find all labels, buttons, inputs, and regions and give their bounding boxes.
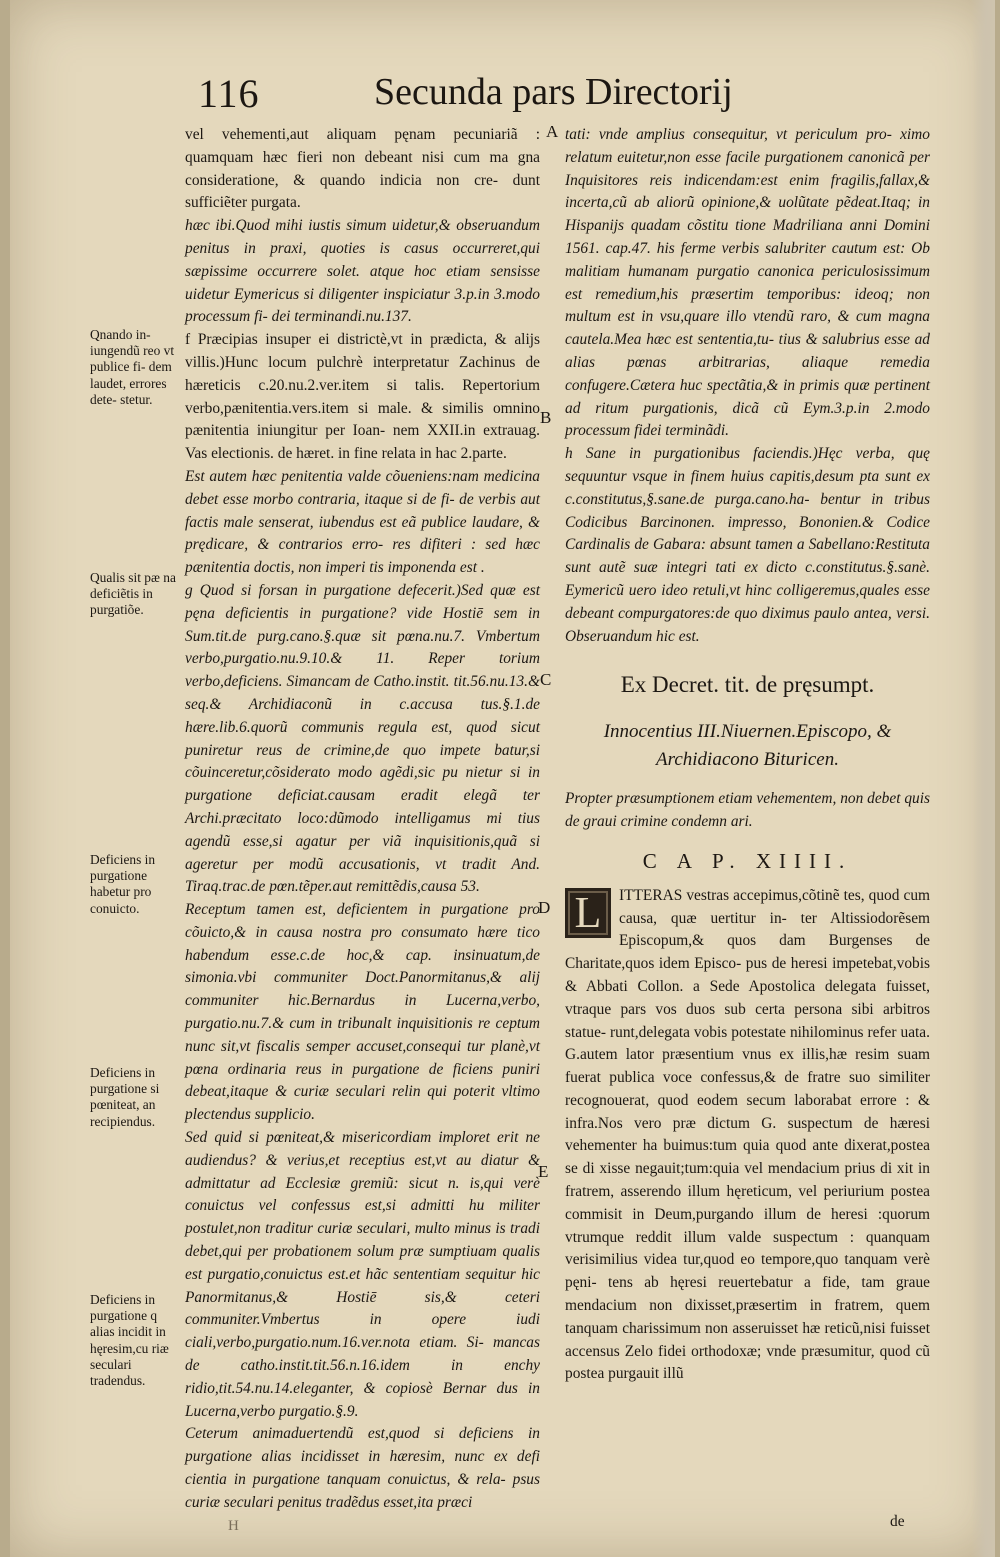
right-column (565, 124, 930, 1386)
margin-note: Deficiens in purgatione habetur pro conuicto. (90, 852, 156, 916)
left-column (185, 124, 540, 1515)
left-paragraph: Sed quid si pœniteat,& misericordiam imploret erit ne audiendus? & verius,et receptius est,vt au diatur & admittatur ad Ecclesiæ gremiũ: sicut n. is,qui verè conuictus vel confessus est,si admitti hu militer postulet,non traditur curiæ seculari, multo minus is tradi debet,qui per probationem solum præ sumptiuam qualis est purgatio,conuictus est.et hãc sententiam sequitur hic Panormitanus,& Hostiē sis,& ceteri communiter.Vmbertus in opere iudi ciali,verbo,purgatio.num.16.ver.nota etiam. Si- mancas de catho.instit.tit.56.n.16.idem in enchy ridio,tit.54.nu.14.eleganter, & copiosè Bernar dus in Lucerna,verbo purgatio.§.9. (185, 1129, 540, 1420)
signature-mark: H (228, 1518, 245, 1534)
left-paragraph: f Præcipias insuper ei districtè,vt in prædicta, & alijs villis.)Hunc locum pulchrè interpretatur Zachinus de hæreticis c.20.nu.2.ver.item si talis. Repertorium verbo,pænitentia.vers.item si male. & similis omnino pænitentia iniungitur per Ioan- nem XXII.in extrauag. Vas electionis. de hæret. in fine relata in hac 2.parte. (185, 331, 540, 463)
decretal-rubric: Ex Decret. tit. de pręsumpt. (620, 672, 875, 698)
section-marker: E (538, 1162, 549, 1181)
catchword: de (890, 1513, 905, 1530)
left-paragraph: hæc ibi.Quod mihi iustis simum uidetur,& obseruandum penitus in praxi, quoties is casus occurreret,qui sæpissime occurrere solet. atque hoc etiam sensisse uidetur Eymericus si diligenter inspiciatur 3.p.in 3.modo processum fi- dei terminandi.nu.137. (185, 217, 540, 326)
margin-note: Qnando in- iungendũ reo vt publice fi- dem laudet, errores dete- stetur. (90, 327, 175, 407)
margin-note: Deficiens in purgatione q alias incidit in hęresim,cu riæ seculari tradendus. (90, 1292, 169, 1389)
section-marker: B (540, 408, 552, 427)
left-paragraph: Receptum tamen est, deficientem in purgatione pro cõuicto,& in causa nostra pro consumato hære tico habendum esse.c.de hoc,& cap. insinuatum,de simonia.vbi communiter Doct.Panormitanus,& alij communiter hic.Bernardus in Lucerna,verbo, purgatio.nu.7.& cum in tribunalt inquisitionis re ceptum nunc sit,vt fiscalis semper accuset,consequi tur planè,vt pœna ordinaria reus in purgatione de ficiens puniri debeat,itaque & curiæ seculari relin qui poterit vltimo plectendus supplicio. (185, 901, 540, 1124)
section-marker: C (540, 670, 552, 689)
margin-note: Qualis sit pæ na deficiẽtis in purgatiõe. (90, 570, 176, 618)
page-edge-shadow (971, 0, 995, 1557)
right-paragraph: h Sane in purgationibus faciendis.)Hęc verba, quę sequuntur vsque in finem huius capitis,desum pta sunt ex c.constitutus,§.sane.de purga.cano.ha- bentur in tribus Codicibus Barcinonen. impresso, Bononien.& Codice Cardinalis de Gabara: absunt tamen a Sabellano:Restituta sunt autẽ suæ integri tati ex dicto c.constitutus.§.sanè. Eymericũ uero ideo retuli,vt hinc colligeremus,quales esse debeant compurgatores:de quo diximus paulo antea, versi. Obseruandum hic est. (565, 445, 930, 645)
left-paragraph: Ceterum animaduertendũ est,quod si deficiens in purgatione alias incidisset in hæresim, nunc ex defi cientia in purgatione tanquam conuictus, & rela- psus curiæ seculari penitus tradẽdus esset,ita præci (185, 1425, 540, 1511)
decretal-body: ITTERAS vestras accepimus,cõtinẽ tes, quod cum causa, quæ uertitur in- ter Altissiodorẽsem Episcopum,& quos dam Burgenses de Charitate,quos idem Episco- pus de heresi impetebat,vobis & Abbati Collon. a Sede Apostolica delegata fuisset, vtraque pars vos duos sub certa persona sibi arbitros statue- runt,delegata vobis potestate nihilominus refer uata. G.autem lator præsentium vnus ex illis,hæ resim suam fuerat publica voce confessus,& de fratre suo similiter recognouerat, quod eodem secum laborabat errore : & infra.Nos vero præ dictum G. suspectum de hæresi vehementer ha buimus:tum quia quod ante dixerat,postea se di xisse negauit;tum:quia vel mendacium prius di xit in fratrem, asserendo illum hęreticum, vel periurium postea commisit in Deum,purgando illum de heresi :quorum vtrumque reddit illum valde suspectum : quanquam verisimilius videa tur,quod eo tempore,quo tanquam verè pęni- tens ab hęresi reuertebatur a fide, tam graue mendacium non dixisset,præsertim in fratrem, quem tanquam charissimum non asseruisset hæ reticũ,nisi fuisset accensus Zelo fidei orthodoxæ; vnde præsumitur, quod cũ postea purgauit illũ (565, 886, 930, 1383)
left-paragraph: g Quod si forsan in purgatione defecerit.)Sed quæ est pęna deficientis in purgatione? vide Hostiē sem in Sum.tit.de purg.cano.§.quæ sit pœna.nu.7. Vmbertum verbo,purgatio.nu.9.10.& 11. Reper torium verbo,deficiens. Simancam de Catho.instit. tit.56.nu.13.& seq.& Archidiaconũ in c.accusa tus.§.1.de hære.lib.6.quorũ communis regula est, quod sicut puniretur reus de crimine,de quo impete batur,si cõuinceretur,cõsiderato modo agẽdi,sic pu nietur si in purgatione deficiat.causam eradit elegã ter Archi.præcitato loco:dũmodo intelligamus mi tius agendũ esse,si agatur per viã inquisitionis,quã si ageretur per modũ accusationis, vt tradit And. Tiraq.trac.de pœn.tẽper.aut remittẽdis,causa 53. (185, 581, 540, 896)
left-paragraph: vel vehementi,aut aliquam pęnam pecuniariã : quamquam hæc fieri non debeant nisi cum ma gna consideratione, & quando indicia non cre- dunt sufficiẽter purgata. (185, 126, 540, 212)
left-paragraph: Est autem hæc penitentia valde cõueniens:nam medicina debet esse morbo contraria, itaque si de fi- de verbis aut factis male senserat, iubendus est eã publice laudare, & prędicare, & contrarios erro- res difiteri : sed hæc pænitentia doctis, non imperi tis imponenda est . (185, 467, 540, 577)
right-paragraph: tati: vnde amplius consequitur, vt periculum pro- ximo relatum euitetur,non esse facile purgationem canonicã per Inquisitores reis indicendam:est enim fragilis,fallax,& incerta,cũ ab aliorũ opinione,& uolũtate pẽdeat.Itaq; in Hispanijs quadam cõstitu tione Madriliana anni Domini 1561. cap.47. his ferme verbis salubriter cautum est: Ob malitiam humanam purgatio canonica periculosissimum est remedium,his præsertim temporibus: ideoq; non multum est in vsu,quare illo vtendũ raro, & cum magna cautela.Mea hæc est sententia,tu- tius & salubrius esse ad alias pœnas arbitrarias, aliaque remedia confugere.Cætera huc spectãtia,& in primis quæ pertinent ad ritum purgationis, dicã cũ Eym.3.p.in 2.modo processum fidei terminãdi. (565, 126, 930, 440)
book-page (10, 0, 995, 1557)
chapter-heading: C A P. XIIII. (642, 848, 853, 873)
decorated-initial: L (565, 888, 611, 938)
section-marker: A (546, 122, 559, 141)
section-marker: D (538, 898, 551, 917)
decretal-summary: Propter præsumptionem etiam vehementem, non debet quis de graui crimine condemn ari. (565, 790, 930, 831)
decretal-sub-rubric: Innocentius III.Niuernen.Episcopo, & Archidiacono Bituricen. (603, 721, 892, 771)
decretal-text (565, 885, 930, 1387)
running-title: Secunda pars Directorij (374, 71, 733, 113)
page-number: 116 (198, 71, 260, 116)
margin-note: Deficiens in purgatione si pœniteat, an recipiendus. (90, 1065, 160, 1129)
